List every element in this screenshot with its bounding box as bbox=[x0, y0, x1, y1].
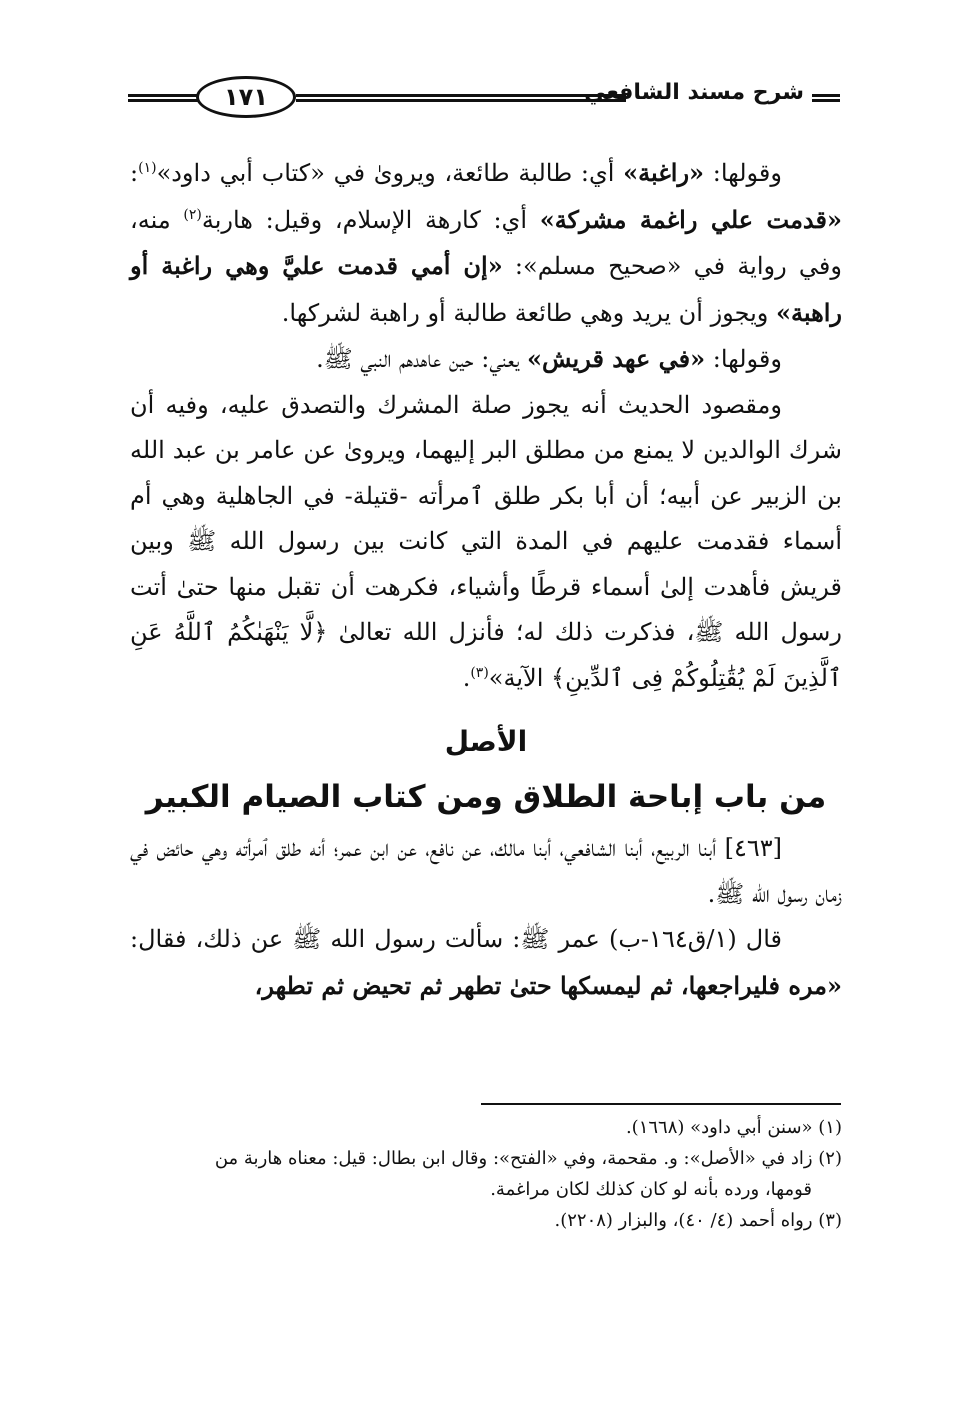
footnote-2-continued: قومها، ورده بأنه لو كان كذلك لكان مراغمة. bbox=[490, 1179, 812, 1200]
paragraph-hadith-purpose: ومقصود الحديث أنه يجوز صلة المشرك والتصدق عليه، وفيه أن شرك الوالدين لا يمنع من مطلق البر إليهما، ويروىٰ عن عامر بن عبد الله بن الزبير عن أبيه؛ أن أبا بكر طلق ٱمرأته -قتيلة- في الجاهلية وهي أم أسماء فقدمت عليهم في المدة التي كانت بين رسول الله ﷺ وبين قريش فأهدت إلىٰ أسماء قرطًا وأشياء، فكرهت أن تقبل منها حتىٰ أتت رسول الله ﷺ، فذكرت ذلك له؛ فأنزل الله تعالىٰ ﴿لَّا يَنْهَىٰكُمُ ٱللَّهُ عَنِ ٱلَّذِينَ لَمْ يُقَٰتِلُوكُمْ فِى ٱلدِّينِ﴾ الآية»$^{(٣)}$. bbox=[130, 390, 842, 692]
paragraph-umar: قال (١/ق١٦٤-ب) عمر ﷺ: سألت رسول الله ﷺ عن ذلك، فقال: «مره فليراجعها، ثم ليمسكها حتىٰ تطهر ثم تحيض ثم تطهر، bbox=[130, 925, 842, 1000]
footnote-3: (٣) رواه أحمد (٤/ ٤٠)، والبزار (٢٢٠٨). bbox=[554, 1210, 842, 1231]
header-double-rule-left bbox=[128, 94, 198, 97]
footnote-1: (١) «سنن أبي داود» (١٦٦٨). bbox=[625, 1117, 842, 1138]
paragraph-hadith-463: [٤٦٣] أبنا الربيع، أبنا الشافعي، أبنا مالك، عن نافع، عن ابن عمر؛ أنه طلق ٱمرأته وهي حائض في زمان رسول الله ﷺ. bbox=[130, 834, 842, 908]
chapter-heading: من باب إباحة الطلاق ومن كتاب الصيام الكبير bbox=[145, 778, 827, 815]
footnote-ref-2: (٢) bbox=[183, 206, 202, 223]
main-text bbox=[130, 150, 842, 1009]
paragraph-quraysh: وقولها: «في عهد قريش» يعني: حين عاهدهم النبي ﷺ. bbox=[316, 344, 782, 373]
footnote-separator bbox=[481, 1103, 841, 1105]
section-heading-asl: الأصل bbox=[444, 725, 528, 758]
running-title: شرح مسند الشافعي bbox=[584, 80, 804, 105]
page-header bbox=[128, 70, 840, 130]
paragraph-ragiba: وقولها: «راغبة» أي: طالبة طائعة، ويروىٰ في «كتاب أبي داود»$^{(١)}$: «قدمت علي راغمة مشركة» أي: كارهة الإسلام، وقيل: هاربة$^{(٢)}$ منه، وفي رواية في «صحيح مسلم»: «إن أمي قدمت عليَّ وهي راغبة أو راهبة» ويجوز أن يريد وهي طائعة طالبة أو راهبة لشركها. bbox=[130, 158, 842, 327]
footnotes bbox=[128, 1112, 842, 1236]
footnote-ref-3: (٣) bbox=[470, 664, 489, 681]
header-double-rule-middle bbox=[296, 94, 626, 97]
page-number: ١٧١ bbox=[196, 76, 296, 118]
header-double-rule-right bbox=[812, 94, 840, 97]
footnote-2: (٢) زاد في «الأصل»: و. مقحمة، وفي «الفتح»: وقال ابن بطال: قيل: معناه هاربة من bbox=[214, 1148, 842, 1169]
footnote-ref-1: (١) bbox=[138, 160, 157, 176]
